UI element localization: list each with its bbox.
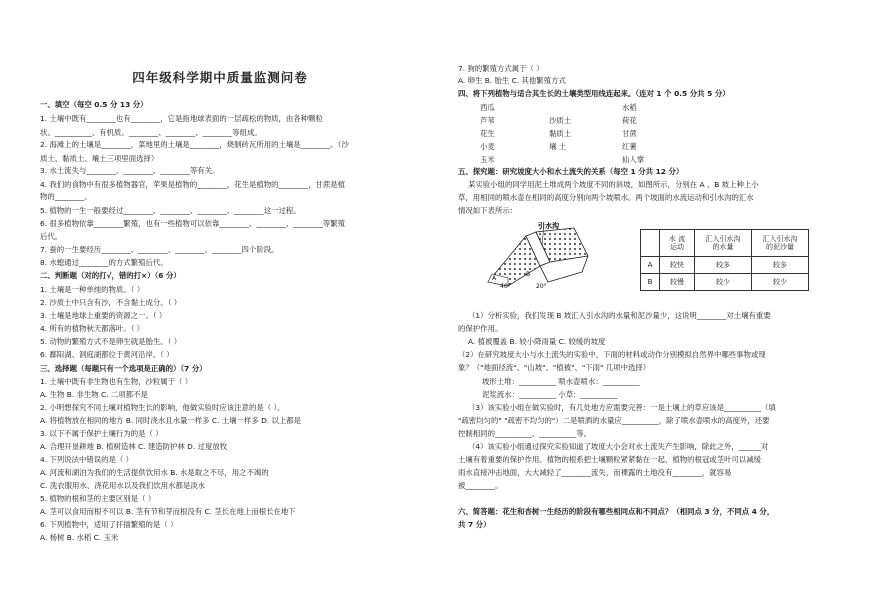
- section-4-heading: 四、将下列植物与适合其生长的土壤类型用线连起来。（连对 1 个 0.5 分共 5 分）: [458, 89, 730, 98]
- judge-item: 3. 土壤是地球上重要的资源之一。（ ）: [40, 311, 167, 320]
- table-cell: 较慢: [660, 274, 695, 291]
- section-5-heading: 五、探究题：研究坡度大小和水土流失的关系（每空 1 分共 12 分）: [458, 167, 684, 176]
- experiment-question: （2）在研究坡度大小与水土流失的实验中，下面的材料或动作分别模拟自然界中哪些事物或现: [458, 350, 766, 359]
- slope-a-label: A: [492, 275, 497, 282]
- table-header-cell: 水 流 运动: [660, 230, 695, 257]
- experiment-intro: 某实验小组的同学用泥土堆成两个坡度不同的斜坡，如图所示，分别在 A 、B 坡上种上小: [468, 180, 759, 189]
- experiment-question: （1）分析实验，我们发现 B 坡汇入引水沟的水量和泥沙量少，这说明________对土壤有重要: [468, 311, 771, 320]
- choice-options: A. 合理开垦耕地 B. 植树造林 C. 建造防护林 D. 过度放牧: [40, 442, 228, 451]
- table-cell: A: [641, 257, 660, 274]
- table-cell: 较快: [660, 257, 695, 274]
- table-cell: 较少: [695, 274, 752, 291]
- choice-item: 3. 以下不属于保护土壤行为的是（ ）: [40, 429, 163, 438]
- plant-left: 西瓜: [480, 103, 495, 112]
- section-1-heading: 一、填空（每空 0.5 分 13 分）: [40, 100, 148, 109]
- soil-type: 沙质土: [549, 116, 572, 125]
- plant-right: 仙人掌: [622, 155, 645, 164]
- experiment-answer-line: 泥浆流水：__________ 小草：__________: [482, 390, 618, 399]
- choice-options: C. 洗衣服用水、浇花用水以及我们饮用水都是淡水: [40, 481, 206, 490]
- experiment-answer-line: 坡形土堆：__________ 喷水壶喷水：__________: [482, 377, 640, 386]
- table-row: [641, 274, 809, 291]
- fill-item: 2. 海滩上的土壤是________，菜地里的土壤是________，烧制砖瓦所用的土壤是________。（沙: [40, 140, 349, 149]
- slope-b-label: B: [526, 271, 531, 278]
- judge-item: 5. 动物的繁殖方式不是卵生就是胎生。（ ）: [40, 337, 182, 346]
- angle-a-label: 40°: [500, 283, 511, 290]
- fill-item: 后代。: [40, 232, 63, 241]
- fill-item: 5. 植物的一生一般要经过________、________、________、________这一过程。: [40, 206, 301, 215]
- section-6-heading-cont: 共 7 分）: [458, 520, 491, 529]
- channel-label: 引水沟: [538, 222, 559, 230]
- choice-options: A. 杨树 B. 水稻 C. 玉米: [40, 533, 119, 542]
- choice-options: A. 河流和湖泊为我们的生活提供饮用水 B. 水是取之不尽，用之不竭的: [40, 468, 269, 477]
- plant-left: 花生: [480, 129, 495, 138]
- fill-item: 3. 水土流失与________、________、________等有关。: [40, 166, 220, 175]
- results-table: [640, 229, 809, 291]
- section-2-heading: 二、判断题（对的打√，错的打×）（6 分）: [40, 271, 181, 280]
- experiment-question: （4）该实验小组通过探究实验知道了坡度大小会对水土流失产生影响，除此之外，______对: [468, 442, 769, 451]
- choice-options: A. 将植物放在相同的地方 B. 同时浇水且水量一样多 C. 土壤一样多 D. 以上都是: [40, 416, 302, 425]
- experiment-question: 控制相同的__________、__________等。: [458, 429, 592, 438]
- judge-item: 6. 鄱阳湖、洞庭湖都位于黄河沿岸。（ ）: [40, 350, 174, 359]
- experiment-question: 土壤有着重要的保护作用。植物的根系把土壤颗粒紧紧黏在一起，植物的根冠或茎叶可以减缓: [458, 455, 762, 464]
- judge-item: 1. 土壤是一种单纯的物质。（ ）: [40, 285, 145, 294]
- table-header-cell: [641, 230, 660, 257]
- fill-item: 4. 我们的食物中有很多植物器官，苹果是植物的________，花生是植物的________，甘蔗是植: [40, 180, 346, 189]
- choice-item: 5. 植物的根和茎的主要区别是（ ）: [40, 494, 156, 503]
- fill-item: 7. 蚕的一生要经历________、________、________、________四个阶段。: [40, 245, 279, 254]
- experiment-question: （3）该实验小组在做实验时，有几处地方应需要完善：一是土壤上的草应该是__________（填: [468, 403, 776, 412]
- choice-options: A. 生物 B. 非生物 C. 二项都不是: [40, 390, 148, 399]
- choice-options: A. 卵生 B. 胎生 C. 其他繁殖方式: [458, 76, 566, 85]
- experiment-question: 被________。: [458, 481, 503, 490]
- fill-item: 物的________。: [40, 192, 92, 201]
- fill-item: 1. 土壤中既有________也有________，它是指地球表面的一层疏松的物质，由各种颗粒: [40, 114, 323, 123]
- fill-item: 质土、黏质土、壤土三项里面选择）: [40, 154, 159, 163]
- table-cell: 较多: [695, 257, 752, 274]
- table-cell: 较多: [752, 257, 809, 274]
- plant-left: 芦苇: [480, 116, 495, 125]
- experiment-intro: 草，用相同的喷水壶在相同的高度分别向两个坡喷水。两个坡面的水流运动和引水沟的汇水: [458, 193, 754, 202]
- plant-right: 水稻: [622, 103, 637, 112]
- choice-item: 7. 狗的繁殖方式属于（ ）: [458, 64, 544, 73]
- choice-item: 2. 小明想探究不同土壤对植物生长的影响，他做实验时应该注意的是（ ）。: [40, 403, 285, 412]
- section-6-heading: 六、简答题：花生和杏树一生经历的阶段有哪些相同点和不同点？（相同点 3 分，不同点 4 分，: [458, 507, 775, 516]
- soil-type: 黏质土: [549, 129, 572, 138]
- choice-item: 4. 下列说法中错误的是（ ）: [40, 455, 134, 464]
- page-title: 四年级科学期中质量监测问卷: [132, 70, 308, 85]
- fill-item: 6. 很多植物依靠________繁殖，也有一些植物可以依靠________、________、________等繁殖: [40, 219, 346, 228]
- plant-left: 小麦: [480, 142, 495, 151]
- plant-left: 玉米: [480, 155, 495, 164]
- experiment-question: "疏密均匀的" "疏密不均匀的"）二是喷洒的水量应__________，除了喷水壶喷水的高度外，还要: [458, 416, 770, 425]
- table-cell: 较少: [752, 274, 809, 291]
- table-header-cell: 汇入引水沟 的水量: [695, 230, 752, 257]
- fill-item: 状、__________、有机质、________、________、________等组成。: [40, 128, 262, 137]
- slope-experiment-figure: [478, 222, 628, 290]
- table-cell: B: [641, 274, 660, 291]
- choice-item: 6. 下列植物中，适用了扦插繁殖的是（ ）: [40, 520, 178, 529]
- fill-item: 8. 水螅通过________的方式繁殖后代。: [40, 258, 168, 267]
- judge-item: 2. 沙质土中只含有沙，不含黏土成分。（ ）: [40, 298, 182, 307]
- experiment-question: 雨水直接冲击地面，大大减轻了________流失，而裸露的土地没有________，就容易: [458, 468, 732, 477]
- table-row: [641, 257, 809, 274]
- experiment-question: 象？（"地面径流"、"山坡"、"植被"、"下雨" 几项中选择）: [458, 363, 651, 372]
- choice-options: A. 植被覆盖 B. 较小降雨量 C. 较缓的坡度: [468, 337, 606, 346]
- choice-options: A. 茎可以食用而根不可以 B. 茎有节和芽而根没有 C. 茎长在地上而根长在地下: [40, 507, 296, 516]
- judge-item: 4. 所有的植物秋天都落叶。（ ）: [40, 324, 145, 333]
- plant-right: 红薯: [622, 142, 637, 151]
- angle-b-label: 20°: [536, 283, 547, 290]
- experiment-intro: 情况如下表所示：: [458, 206, 518, 215]
- experiment-question: 的保护作用。: [458, 324, 503, 333]
- plant-right: 甘蔗: [622, 129, 637, 138]
- soil-type: 壤 土: [549, 142, 567, 151]
- plant-right: 荷花: [622, 116, 637, 125]
- table-header-cell: 汇入引水沟 的泥沙量: [752, 230, 809, 257]
- table-header-row: [641, 230, 809, 257]
- choice-item: 1. 土壤中既有非生物也有生物，沙粒属于（ ）: [40, 377, 193, 386]
- section-3-heading: 三、选择题（每题只有一个选项是正确的）（7 分）: [40, 364, 207, 373]
